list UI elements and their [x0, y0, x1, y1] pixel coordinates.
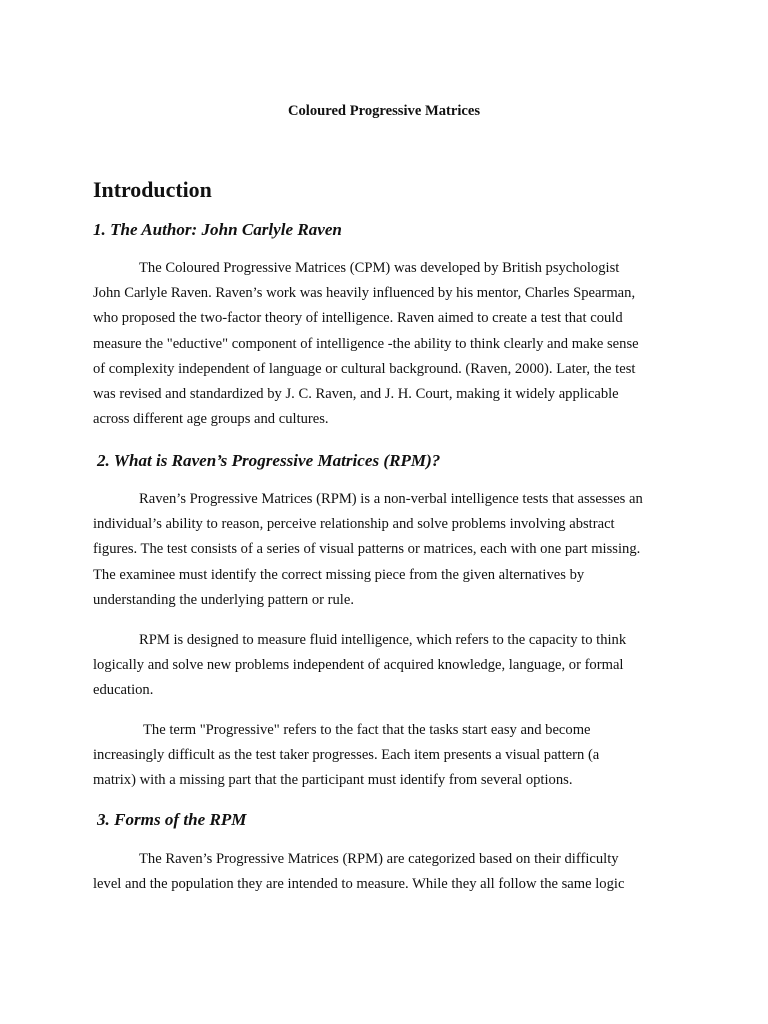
paragraph-line: education. — [93, 682, 154, 699]
section-2-paragraph-3 — [93, 718, 675, 794]
paragraph-line: increasingly difficult as the test taker progresses. Each item presents a visual pattern (a — [93, 747, 600, 764]
paragraph-line: across different age groups and cultures. — [93, 411, 329, 428]
paragraph-line: The Coloured Progressive Matrices (CPM) was developed by British psychologist — [139, 260, 620, 276]
section-2-paragraph-1 — [93, 487, 675, 613]
section-2-heading: 2. What is Raven’s Progressive Matrices (RPM)? — [97, 451, 441, 470]
section-3-paragraph-1 — [93, 847, 675, 897]
section-1-paragraph-1 — [93, 256, 675, 432]
section-1-heading: 1. The Author: John Carlyle Raven — [93, 220, 342, 239]
paragraph-line: measure the "eductive" component of intelligence -the ability to think clearly and make sense — [93, 335, 639, 352]
paragraph-line: logically and solve new problems independent of acquired knowledge, language, or formal — [93, 657, 624, 674]
section-2-paragraph-2 — [93, 628, 675, 704]
paragraph-line: The term "Progressive" refers to the fact that the tasks start easy and become — [143, 722, 591, 738]
paragraph-line: John Carlyle Raven. Raven’s work was heavily influenced by his mentor, Charles Spearman, — [93, 285, 636, 302]
paragraph-line: The Raven’s Progressive Matrices (RPM) are categorized based on their difficulty — [139, 851, 619, 867]
paragraph-line: The examinee must identify the correct missing piece from the given alternatives by — [93, 566, 585, 583]
paragraph-line: level and the population they are intended to measure. While they all follow the same logic — [93, 876, 625, 893]
introduction-heading: Introduction — [93, 177, 212, 202]
section-3-heading: 3. Forms of the RPM — [97, 810, 247, 829]
paragraph-line: individual’s ability to reason, perceive relationship and solve problems involving abstract — [93, 516, 615, 533]
paragraph-line: RPM is designed to measure fluid intelligence, which refers to the capacity to think — [139, 632, 627, 648]
document-title: Coloured Progressive Matrices — [287, 103, 481, 119]
paragraph-line: who proposed the two-factor theory of intelligence. Raven aimed to create a test that could — [93, 310, 623, 327]
paragraph-line: matrix) with a missing part that the participant must identify from several options. — [93, 772, 573, 789]
paragraph-line: was revised and standardized by J. C. Raven, and J. H. Court, making it widely applicable — [93, 385, 619, 402]
paragraph-line: figures. The test consists of a series of visual patterns or matrices, each with one part missing. — [93, 541, 641, 558]
paragraph-line: Raven’s Progressive Matrices (RPM) is a non-verbal intelligence tests that assesses an — [139, 491, 643, 507]
paragraph-line: understanding the underlying pattern or rule. — [93, 591, 354, 608]
paragraph-line: of complexity independent of language or cultural background. (Raven, 2000). Later, the test — [93, 360, 636, 377]
